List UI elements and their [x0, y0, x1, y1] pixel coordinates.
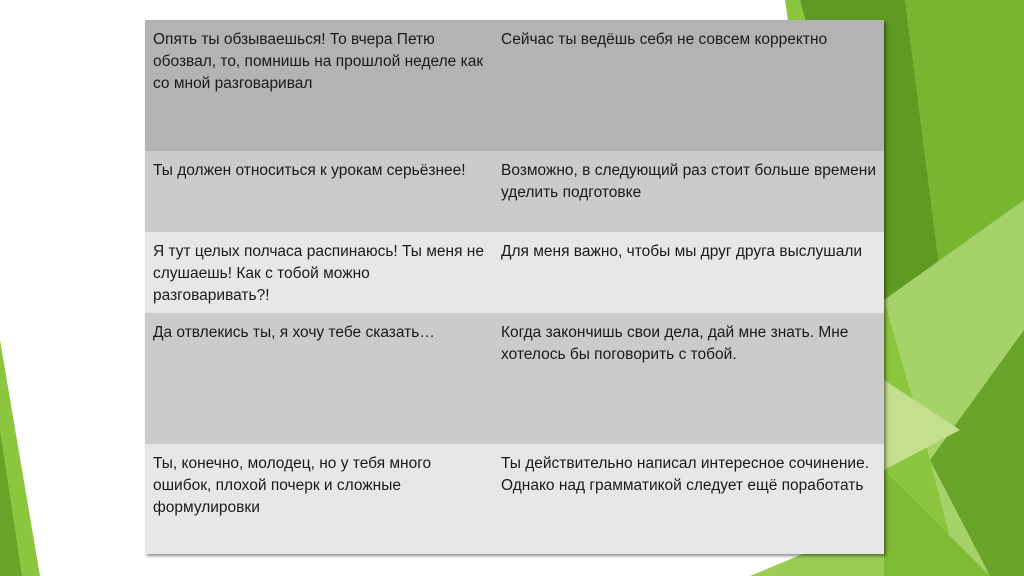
table-row: [145, 151, 884, 232]
table-cell-left: Опять ты обзываешься! То вчера Петю обозвал, то, помнишь на прошлой неделе как со мной разговаривал: [153, 31, 484, 92]
table-cell-right: Когда закончишь свои дела, дай мне знать. Мне хотелось бы поговорить с тобой.: [501, 324, 849, 363]
comparison-table: [145, 20, 884, 554]
table-row: [145, 20, 884, 151]
table-cell-left: Ты должен относиться к урокам серьёзнее!: [153, 162, 466, 179]
table-cell-right: Ты действительно написал интересное сочинение. Однако над грамматикой следует ещё поработать: [501, 455, 870, 494]
comparison-table-container: [145, 20, 884, 554]
table-cell-left: Ты, конечно, молодец, но у тебя много ошибок, плохой почерк и сложные формулировки: [153, 455, 432, 516]
table-cell-right: Возможно, в следующий раз стоит больше времени уделить подготовке: [501, 162, 877, 201]
table-cell-left: Я тут целых полчаса распинаюсь! Ты меня не слушаешь! Как с тобой можно разговаривать?!: [153, 243, 484, 304]
table-cell-right: Сейчас ты ведёшь себя не совсем корректно: [501, 31, 828, 48]
table-row: [145, 444, 884, 554]
table-row: [145, 313, 884, 444]
table-row: [145, 232, 884, 313]
table-cell-left: Да отвлекись ты, я хочу тебе сказать…: [153, 324, 435, 341]
table-cell-right: Для меня важно, чтобы мы друг друга выслушали: [501, 243, 863, 260]
